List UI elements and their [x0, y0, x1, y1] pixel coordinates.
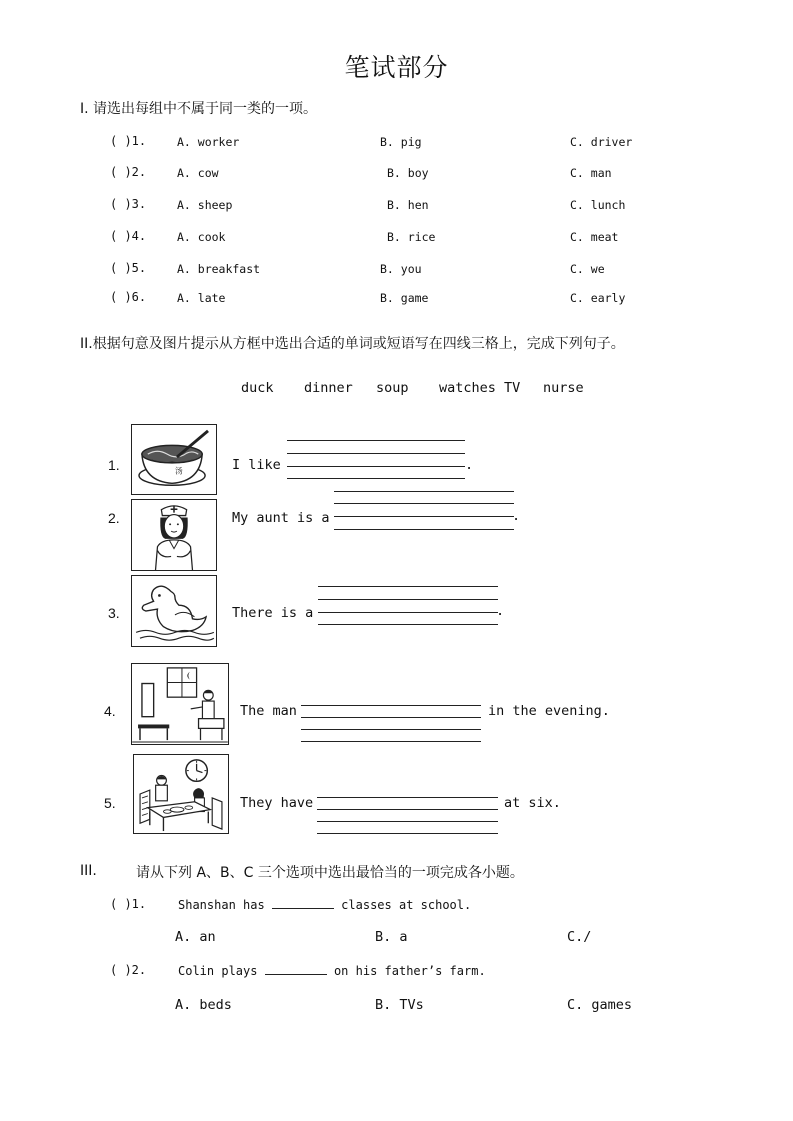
question-text [178, 963, 486, 978]
option-c: C. driver [570, 135, 633, 149]
answer-blank[interactable]: ( )1. [110, 134, 147, 148]
question-blank [265, 963, 327, 975]
section-1-heading: I. 请选出每组中不属于同一类的一项。 [80, 101, 318, 117]
four-line-grid[interactable] [318, 586, 498, 626]
question-end: on his father’s farm. [333, 964, 486, 978]
question-start: Shanshan has [178, 898, 265, 912]
section-2-heading: II.根据句意及图片提示从方框中选出合适的单词或短语写在四线三格上，完成下列句子。 [80, 336, 625, 352]
option-c: C./ [567, 929, 592, 945]
section-3-label: III. [80, 863, 97, 879]
option-c: C. meat [570, 230, 619, 244]
item-number: 4. [104, 703, 116, 719]
option-c: C. early [570, 291, 626, 305]
answer-blank[interactable]: ( )3. [110, 197, 147, 211]
option-a: A. worker [177, 135, 240, 149]
family-dinner-picture [133, 754, 229, 834]
item-number: 3. [108, 605, 120, 621]
word-bank-item: duck [241, 380, 274, 396]
option-a: A. cook [177, 230, 226, 244]
word-bank-item: watches TV [439, 380, 521, 396]
option-b: B. TVs [375, 997, 424, 1013]
answer-blank[interactable]: ( )1. [110, 897, 147, 911]
four-line-grid[interactable] [287, 440, 465, 480]
question-start: Colin plays [178, 964, 258, 978]
sentence-start: The man [240, 703, 297, 719]
sentence-start: My aunt is a [232, 510, 330, 526]
answer-blank[interactable]: ( )2. [110, 963, 147, 977]
sentence-end: . [465, 457, 474, 473]
duck-picture [131, 575, 217, 647]
man-watching-tv-picture [131, 663, 229, 745]
answer-blank[interactable]: ( )2. [110, 165, 147, 179]
four-line-grid[interactable] [334, 491, 514, 531]
sentence-end: at six. [504, 795, 561, 811]
item-number: 5. [104, 795, 116, 811]
soup-bowl-picture [131, 424, 217, 495]
word-bank-item: soup [376, 380, 409, 396]
option-b: B. game [380, 291, 429, 305]
sentence-start: There is a [232, 605, 314, 621]
sentence-start: They have [240, 795, 314, 811]
question-text [178, 897, 471, 912]
option-c: C. we [570, 262, 605, 276]
option-b: B. rice [387, 230, 436, 244]
option-a: A. sheep [177, 198, 233, 212]
option-b: B. you [380, 262, 422, 276]
option-a: A. an [175, 929, 216, 945]
option-c: C. games [567, 997, 633, 1013]
four-line-grid[interactable] [301, 705, 481, 743]
answer-blank[interactable]: ( )4. [110, 229, 147, 243]
nurse-picture [131, 499, 217, 571]
option-b: B. pig [380, 135, 422, 149]
sentence-end: . [512, 508, 521, 524]
section-3-heading: 请从下列 A、B、C 三个选项中选出最恰当的一项完成各小题。 [136, 865, 524, 881]
answer-blank[interactable]: ( )5. [110, 261, 147, 275]
sentence-end: in the evening. [488, 703, 610, 719]
four-line-grid[interactable] [317, 797, 498, 835]
question-end: classes at school. [341, 898, 472, 912]
question-blank [272, 897, 334, 909]
item-number: 2. [108, 510, 120, 526]
svg-text:汤: 汤 [174, 466, 183, 476]
sentence-end: . [496, 603, 505, 619]
option-a: A. beds [175, 997, 232, 1013]
option-a: A. late [177, 291, 226, 305]
option-b: B. hen [387, 198, 429, 212]
option-b: B. boy [387, 166, 429, 180]
sentence-start: I like [232, 457, 281, 473]
option-c: C. man [570, 166, 612, 180]
option-a: A. cow [177, 166, 219, 180]
word-bank-item: nurse [543, 380, 584, 396]
page-title: 笔试部分 [344, 53, 449, 82]
word-bank-item: dinner [304, 380, 353, 396]
option-b: B. a [375, 929, 408, 945]
option-a: A. breakfast [177, 262, 261, 276]
answer-blank[interactable]: ( )6. [110, 290, 147, 304]
item-number: 1. [108, 457, 120, 473]
option-c: C. lunch [570, 198, 626, 212]
